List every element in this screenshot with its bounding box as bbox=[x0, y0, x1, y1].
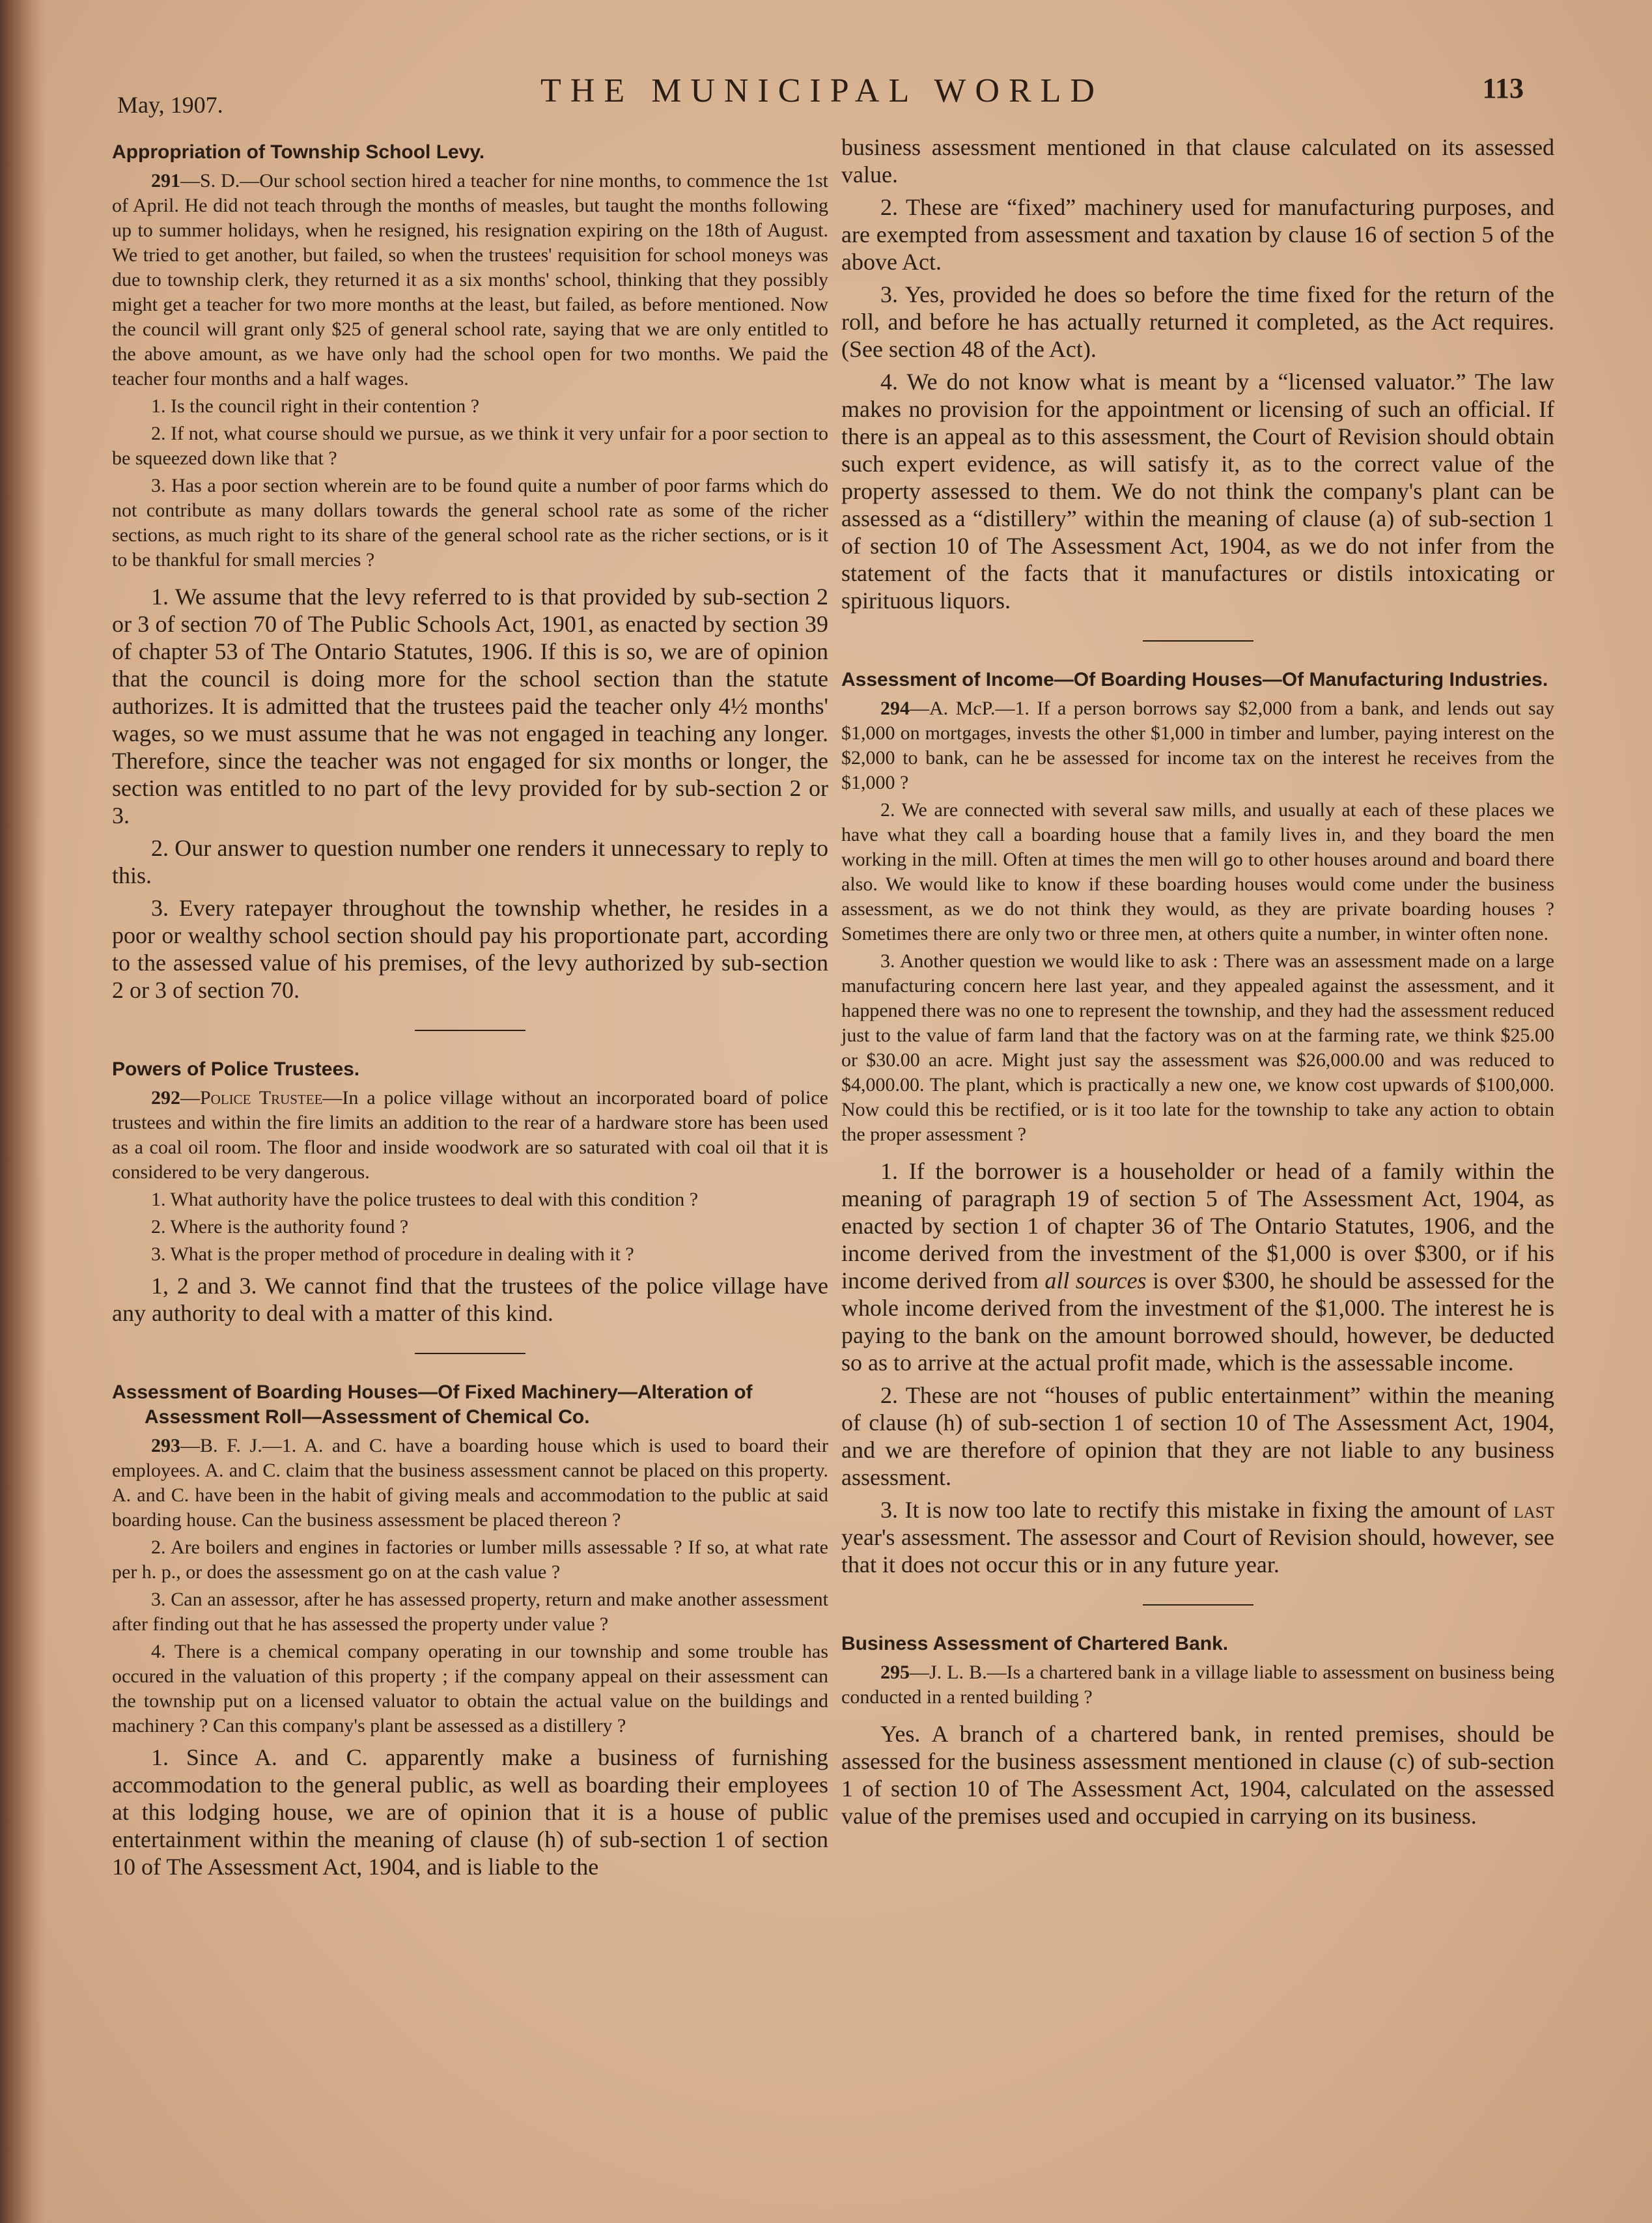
answer-291-part-3: 3. Every ratepayer throughout the township whether, he resides in a poor or wealthy school section should pay his proportionate part, according to the assessed value of his premises, of the levy authorized by sub-section 2 or 3 of section 70. bbox=[112, 895, 828, 1003]
question-sender: —Police Trustee bbox=[180, 1087, 323, 1109]
answer-emphasis: all sources bbox=[1044, 1267, 1147, 1294]
question-number: 292 bbox=[151, 1087, 180, 1109]
question-text: —S. D.—Our school section hired a teacher for nine months, to commence the 1st of April. He did not teach through the months of measles, but taught the months following up to summer holidays, when he resigned, his resignation expiring on the 18th of August. We tried to get another, but failed, so when the trustees' requisition for school moneys was due to township clerk, they returned it as a six months' school, thinking that they possibly might get a teacher for two more months at the least, but failed, as before mentioned. Now the council will grant only $25 of general school rate, saying that we are only entitled to the above amount, as we have only had the school open for two months. We paid the teacher four months and a half wages. bbox=[112, 170, 828, 389]
question-291 bbox=[112, 169, 828, 391]
question-number: 293 bbox=[151, 1435, 180, 1456]
section-heading-chartered-bank: Business Assessment of Chartered Bank. bbox=[841, 1633, 1229, 1654]
page-number: 113 bbox=[1482, 72, 1524, 104]
section-divider bbox=[1143, 1604, 1253, 1606]
right-column bbox=[841, 134, 1554, 1830]
section-heading-income: Assessment of Income—Of Boarding Houses—Of Manufacturing Industries. bbox=[841, 669, 1548, 690]
question-292-part-2: 2. Where is the authority found ? bbox=[151, 1216, 409, 1238]
section-divider bbox=[415, 1030, 525, 1031]
binding-gutter bbox=[0, 0, 46, 2223]
question-293-part-2: 2. Are boilers and engines in factories or lumber mills assessable ? If so, at what rate per h. p., or does the assessment go on at the cash value ? bbox=[112, 1536, 828, 1583]
question-294-part-2: 2. We are connected with several saw mills, and usually at each of these places we have what they call a boarding house that a family lives in, and they board the men working in the mill. Often at times the men will go to other houses around and board there also. We would like to know if these boarding houses would come under the business assessment, as we do not think they would, as they are private boarding houses ? Sometimes there are only two or three men, at others quite a number, in winter often none. bbox=[841, 799, 1554, 944]
answer-text: 3. It is now too late to rectify this mistake in fixing the amount of bbox=[880, 1497, 1514, 1523]
answer-292: 1, 2 and 3. We cannot find that the trustees of the police village have any authority to deal with a matter of this kind. bbox=[112, 1273, 828, 1326]
question-292-part-1: 1. What authority have the police trustees to deal with this condition ? bbox=[151, 1189, 699, 1210]
question-294 bbox=[841, 696, 1554, 795]
answer-text: 1. If the borrower is a householder or head of a family within the meaning of paragraph 19 of section 5 of The Assessment Act, 1904, as enacted by section 1 of chapter 36 of The Ontario Statutes, 1906, and the income derived from the investment of the $1,000 is over $300, or if his income derived from bbox=[841, 1158, 1554, 1294]
question-number: 295 bbox=[880, 1662, 910, 1683]
section-divider bbox=[1143, 640, 1253, 642]
answer-291-part-1: 1. We assume that the levy referred to is that provided by sub-section 2 or 3 of section 70 of The Public Schools Act, 1901, as enacted by section 39 of chapter 53 of The Ontario Statutes, 1906. If this is so, we are of opinion that the council is doing more for the school section than the statute authorizes. It is admitted that the trustees paid the teacher only 4½ months' wages, so we must assume that he was not engaged in teaching any longer. Therefore, since the teacher was not engaged for six months or longer, the section was entitled to no part of the levy provided for by sub-section 2 or 3. bbox=[112, 584, 828, 828]
section-divider bbox=[415, 1353, 525, 1354]
answer-293-part-3: 3. Yes, provided he does so before the time fixed for the return of the roll, and before he has actually returned it completed, as the Act requires. (See section 48 of the Act). bbox=[841, 281, 1554, 362]
question-text: —A. McP.—1. If a person borrows say $2,000 from a bank, and lends out say $1,000 on mortgages, invests the other $1,000 in timber and lumber, paying interest on the $2,000 to bank, can he be assessed for income tax on the interest he receives from the $1,000 ? bbox=[841, 698, 1554, 793]
answer-text: year's assessment. The assessor and Court of Revision should, however, see that it does not occur this or in any future year. bbox=[841, 1524, 1554, 1578]
section-heading-school-levy: Appropriation of Township School Levy. bbox=[112, 141, 485, 163]
question-text: —J. L. B.—Is a chartered bank in a village liable to assessment on business being conducted in a rented building ? bbox=[841, 1662, 1554, 1708]
question-292 bbox=[112, 1086, 828, 1185]
answer-293-part-2: 2. These are “fixed” machinery used for manufacturing purposes, and are exempted from assessment and taxation by clause 16 of section 5 of the above Act. bbox=[841, 194, 1554, 275]
section-heading-police-trustees: Powers of Police Trustees. bbox=[112, 1058, 360, 1080]
question-293-part-4: 4. There is a chemical company operating in our township and some trouble has occured in the valuation of this property ; if the company appeal on their assessment can the township put on a licensed valuator to obtain the actual value on the buildings and machinery ? Can this company's plant be assessed as a distillery ? bbox=[112, 1641, 828, 1736]
question-291-part-3: 3. Has a poor section wherein are to be found quite a number of poor farms which do not contribute as many dollars towards the general school rate as some of the richer sections, as much right to its share of the general school rate as the richer sections, or is it to be thankful for small mercies ? bbox=[112, 475, 828, 571]
answer-text: is over $300, he should be assessed for the whole income derived from the investment of the $1,000. The interest he is paying to the bank on the amount borrowed should, however, be deducted so as to arrive at the actual profit made, which is the assessable income. bbox=[841, 1267, 1555, 1376]
left-column bbox=[112, 140, 828, 1880]
answer-295: Yes. A branch of a chartered bank, in rented premises, should be assessed for the business assessment mentioned in clause (c) of sub-section 1 of section 10 of The Assessment Act, 1904, calculated on the assessed value of the premises used and occupied in carrying on its business. bbox=[841, 1721, 1554, 1829]
issue-date: May, 1907. bbox=[117, 92, 223, 118]
question-number: 291 bbox=[151, 170, 180, 191]
question-292-part-3: 3. What is the proper method of procedure in dealing with it ? bbox=[151, 1243, 634, 1265]
question-text: —In a police village without an incorporated board of police trustees and within the fire limits an addition to the rear of a hardware store has been used as a coal oil room. The floor and inside woodwork are so saturated with coal oil that it is considered to be very dangerous. bbox=[112, 1087, 829, 1183]
running-head bbox=[117, 72, 1524, 124]
question-293 bbox=[112, 1434, 828, 1533]
question-291-part-1: 1. Is the council right in their contention ? bbox=[151, 395, 480, 417]
answer-293-part-1-continued: business assessment mentioned in that clause calculated on its assessed value. bbox=[841, 134, 1554, 188]
answer-291-part-2: 2. Our answer to question number one renders it unnecessary to reply to this. bbox=[112, 835, 828, 888]
question-291-part-2: 2. If not, what course should we pursue, as we think it very unfair for a poor section to be squeezed down like that ? bbox=[112, 423, 828, 469]
section-heading-boarding-houses: Assessment of Boarding Houses—Of Fixed Machinery—Alteration of Assessment Roll—Assessment of Chemical Co. bbox=[112, 1381, 753, 1428]
question-293-part-3: 3. Can an assessor, after he has assessed property, return and make another assessment after finding out that he has assessed the property under value ? bbox=[112, 1589, 828, 1635]
journal-title: THE MUNICIPAL WORLD bbox=[540, 72, 1104, 109]
answer-small-caps: last bbox=[1513, 1497, 1554, 1523]
answer-294-part-1 bbox=[841, 1157, 1554, 1376]
answer-293-part-4: 4. We do not know what is meant by a “licensed valuator.” The law makes no provision for the appointment or licensing of such an official. If there is an appeal as to this assessment, the Court of Revision should obtain such expert evidence, as will satisfy it, as to the correct value of the property assessed to them. We do not think the company's plant can be assessed as a “distillery” within the meaning of clause (a) of sub-section 1 of section 10 of The Assessment Act, 1904, as we do not infer from the statement of the facts that it manufactures or distils intoxicating or spirituous liquors. bbox=[841, 369, 1554, 614]
answer-293-part-1: 1. Since A. and C. apparently make a business of furnishing accommodation to the general public, as well as boarding their employees at this lodging house, we are of opinion that it is a house of public entertainment within the meaning of clause (h) of sub-section 1 of section 10 of The Assessment Act, 1904, and is liable to the bbox=[112, 1744, 828, 1880]
question-294-part-3: 3. Another question we would like to ask : There was an assessment made on a large manufacturing concern here last year, and they appealed against the assessment, and it happened there was no one to represent the township, and they had the assessment reduced just to the value of farm land that the factory was on at the farming rate, we think $25.00 or $30.00 an acre. Might just say the assessment was $26,000.00 and was reduced to $4,000.00. The plant, which is practically a new one, we know cost upwards of $100,000. Now could this be rectified, or is it too late for the township to take any action to obtain the proper assessment ? bbox=[841, 950, 1554, 1145]
question-number: 294 bbox=[880, 698, 910, 719]
answer-294-part-2: 2. These are not “houses of public entertainment” within the meaning of clause (h) of sub-section 1 of section 10 of The Assessment Act, 1904, and we are therefore of opinion that they are not liable to any business assessment. bbox=[841, 1382, 1554, 1490]
question-295 bbox=[841, 1660, 1554, 1710]
answer-294-part-3 bbox=[841, 1496, 1554, 1578]
question-text: —B. F. J.—1. A. and C. have a boarding house which is used to board their employees. A. and C. claim that the business assessment cannot be placed on this property. A. and C. have been in the habit of giving meals and accommodation to the public at said boarding house. Can the business assessment be placed thereon ? bbox=[112, 1435, 828, 1531]
